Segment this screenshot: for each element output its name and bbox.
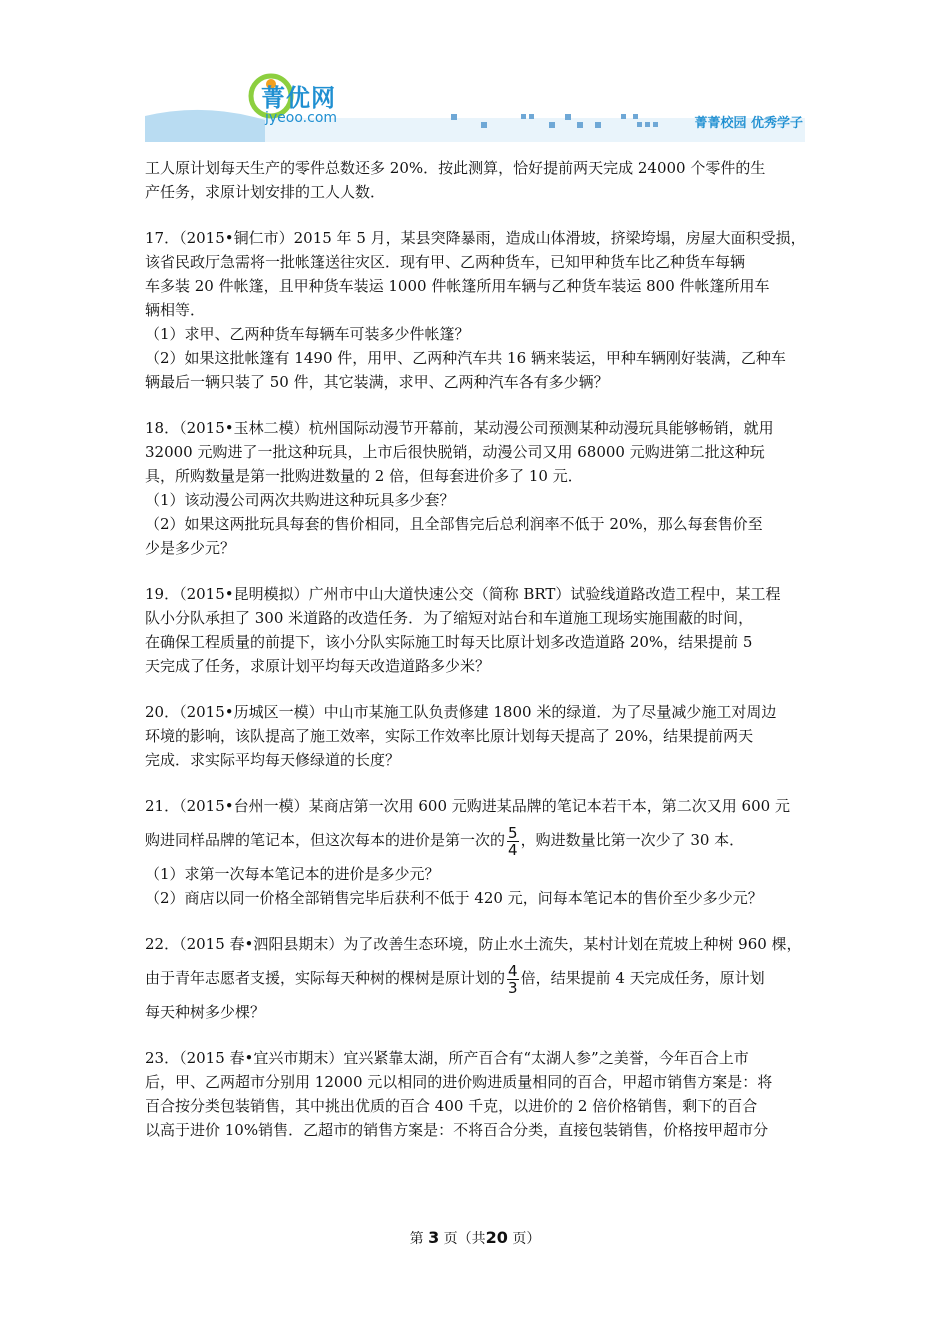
brand-logo: 菁优网 <box>261 84 336 112</box>
text-line: 21．（2015•台州一模）某商店第一次用 600 元购进某品牌的笔记本若干本，第二次又用 600 元 <box>145 797 790 815</box>
question-2: （2）如果这两批玩具每套的售价相同，且全部售完后总利润率不低于 20%，那么每套售价至 <box>145 515 763 533</box>
problem-21 <box>145 794 813 910</box>
fraction-denominator: 3 <box>508 978 518 997</box>
question-2: （2）如果这批帐篷有 1490 件，用甲、乙两种汽车共 16 辆来装运，甲种车辆刚好装满，乙种车 <box>145 349 786 367</box>
text-line: 18．（2015•玉林二模）杭州国际动漫节开幕前，某动漫公司预测某种动漫玩具能够畅销，就用 <box>145 419 774 437</box>
fraction <box>507 963 519 996</box>
text-segment: 由于青年志愿者支援，实际每天种树的棵树是原计划的 <box>145 969 506 987</box>
page-header <box>145 72 805 148</box>
text-line <box>145 818 813 862</box>
page-footer <box>0 1228 950 1248</box>
text-line: 以高于进价 10%销售．乙超市的销售方案是：不将百合分类，直接包装销售，价格按甲超市分 <box>145 1121 769 1139</box>
problem-23 <box>145 1046 813 1142</box>
text-line: 17．（2015•铜仁市）2015 年 5 月，某县突降暴雨，造成山体滑坡，挤梁垮塌，房屋大面积受损， <box>145 229 806 247</box>
text-line: 工人原计划每天生产的零件总数还多 20%．按此测算，恰好提前两天完成 24000 个零件的生 <box>145 159 766 177</box>
page-content <box>145 156 813 1164</box>
problem-20 <box>145 700 813 772</box>
text-line: 23．（2015 春•宜兴市期末）宜兴紧靠太湖，所产百合有“太湖人参”之美誉，今年百合上市 <box>145 1049 749 1067</box>
header-banner <box>145 72 805 148</box>
text-line: 辆最后一辆只装了 50 件，其它装满，求甲、乙两种汽车各有多少辆？ <box>145 373 609 391</box>
problem-17 <box>145 226 813 394</box>
text-line: 在确保工程质量的前提下，该小分队实际施工时每天比原计划多改造道路 20%，结果提前 5 <box>145 633 753 651</box>
text-line: 具，所购数量是第一批购进数量的 2 倍，但每套进价多了 10 元． <box>145 467 583 485</box>
header-slogan: 菁菁校园 优秀学子 <box>694 116 803 131</box>
fraction <box>507 825 519 858</box>
problem-22 <box>145 932 813 1024</box>
text-line: 环境的影响，该队提高了施工效率，实际工作效率比原计划每天提高了 20%，结果提前两天 <box>145 727 754 745</box>
footer-prefix: 第 <box>409 1231 424 1247</box>
page-number: 3 <box>428 1228 440 1247</box>
text-segment: 购进同样品牌的笔记本，但这次每本的进价是第一次的 <box>145 831 506 849</box>
problem-19 <box>145 582 813 678</box>
brand-domain: jyeoo.com <box>265 110 338 126</box>
text-line: 辆相等． <box>145 301 206 319</box>
text-line: 少是多少元？ <box>145 539 236 557</box>
text-line: 产任务，求原计划安排的工人人数． <box>145 183 386 201</box>
text-line: 19．（2015•昆明模拟）广州市中山大道快速公交（简称 BRT）试验线道路改造工程中，某工程 <box>145 585 781 603</box>
text-line: 队小分队承担了 300 米道路的改造任务．为了缩短对站台和车道施工现场实施围蔽的时间， <box>145 609 754 627</box>
intro-text <box>145 156 813 204</box>
text-line: 32000 元购进了一批这种玩具，上市后很快脱销，动漫公司又用 68000 元购进第二批这种玩 <box>145 443 765 461</box>
footer-suffix: 页） <box>512 1231 541 1247</box>
text-line: 后，甲、乙两超市分别用 12000 元以相同的进价购进质量相同的百合，甲超市销售方案是：将 <box>145 1073 773 1091</box>
fraction-numerator: 4 <box>508 961 518 980</box>
text-line: 22．（2015 春•泗阳县期末）为了改善生态环境，防止水土流失，某村计划在荒坡上种树 960 棵， <box>145 935 802 953</box>
text-line: 百合按分类包装销售，其中挑出优质的百合 400 千克，以进价的 2 倍价格销售，剩下的百合 <box>145 1097 758 1115</box>
total-pages: 20 <box>485 1228 508 1247</box>
problem-18 <box>145 416 813 560</box>
text-line: 车多装 20 件帐篷，且甲种货车装运 1000 件帐篷所用车辆与乙种货车装运 800 件帐篷所用车 <box>145 277 770 295</box>
question-1: （1）求甲、乙两种货车每辆车可装多少件帐篷？ <box>145 325 470 343</box>
text-line <box>145 956 813 1000</box>
text-line: 每天种树多少棵？ <box>145 1003 266 1021</box>
text-segment: ，购进数量比第一次少了 30 本． <box>520 831 745 849</box>
question-1: （1）求第一次每本笔记本的进价是多少元？ <box>145 865 440 883</box>
text-line: 20．（2015•历城区一模）中山市某施工队负责修建 1800 米的绿道．为了尽量减少施工对周边 <box>145 703 777 721</box>
question-2: （2）商店以同一价格全部销售完毕后获利不低于 420 元，问每本笔记本的售价至少多少元？ <box>145 889 763 907</box>
fraction-numerator: 5 <box>508 823 518 842</box>
fraction-denominator: 4 <box>508 840 518 859</box>
text-line: 天完成了任务，求原计划平均每天改造道路多少米？ <box>145 657 491 675</box>
text-line: 该省民政厅急需将一批帐篷送往灾区．现有甲、乙两种货车，已知甲种货车比乙种货车每辆 <box>145 253 746 271</box>
text-line: 完成．求实际平均每天修绿道的长度？ <box>145 751 401 769</box>
question-1: （1）该动漫公司两次共购进这种玩具多少套？ <box>145 491 455 509</box>
footer-middle: 页（共 <box>443 1231 486 1247</box>
text-segment: 倍，结果提前 4 天完成任务，原计划 <box>520 969 765 987</box>
